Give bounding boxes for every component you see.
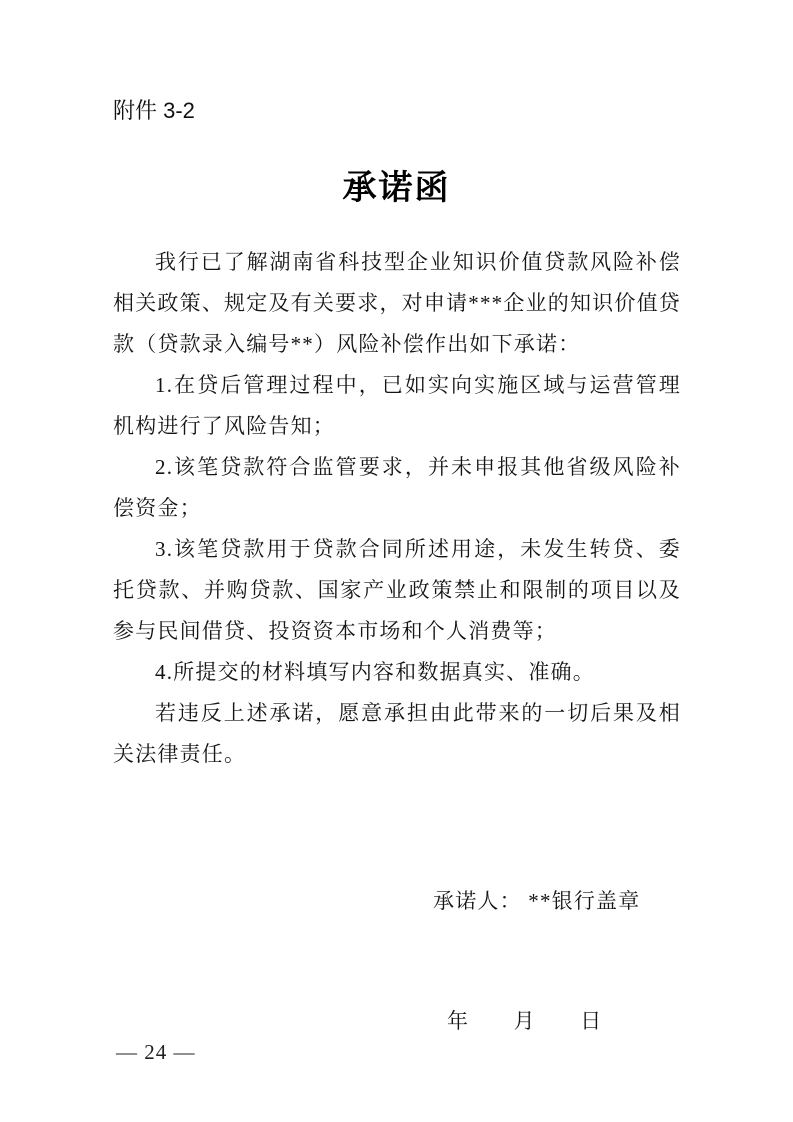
commitment-item-1: 1.在贷后管理过程中，已如实向实施区域与运营管理机构进行了风险告知； [113, 373, 681, 438]
signature-signer-line: 承诺人： **银行盖章 [433, 889, 641, 913]
document-body [113, 242, 681, 775]
closing-paragraph: 若违反上述承诺，愿意承担由此带来的一切后果及相关法律责任。 [113, 701, 681, 766]
commitment-item-3: 3.该笔贷款用于贷款合同所述用途，未发生转贷、委托贷款、并购贷款、国家产业政策禁止和限制的项目以及参与民间借贷、投资资本市场和个人消费等； [113, 537, 681, 643]
document-title: 承诺函 [342, 170, 451, 207]
page-number: — 24 — [116, 1040, 196, 1064]
commitment-item-4: 4.所提交的材料填写内容和数据真实、准确。 [155, 660, 595, 684]
intro-paragraph: 我行已了解湖南省科技型企业知识价值贷款风险补偿相关政策、规定及有关要求，对申请***企业的知识价值贷款（贷款录入编号**）风险补偿作出如下承诺： [113, 250, 681, 356]
commitment-item-2: 2.该笔贷款符合监管要求，并未申报其他省级风险补偿资金； [113, 455, 681, 520]
signature-date-line: 年 月 日 [447, 1009, 603, 1033]
signature-block [433, 801, 640, 1121]
attachment-label: 附件 3-2 [113, 98, 195, 123]
